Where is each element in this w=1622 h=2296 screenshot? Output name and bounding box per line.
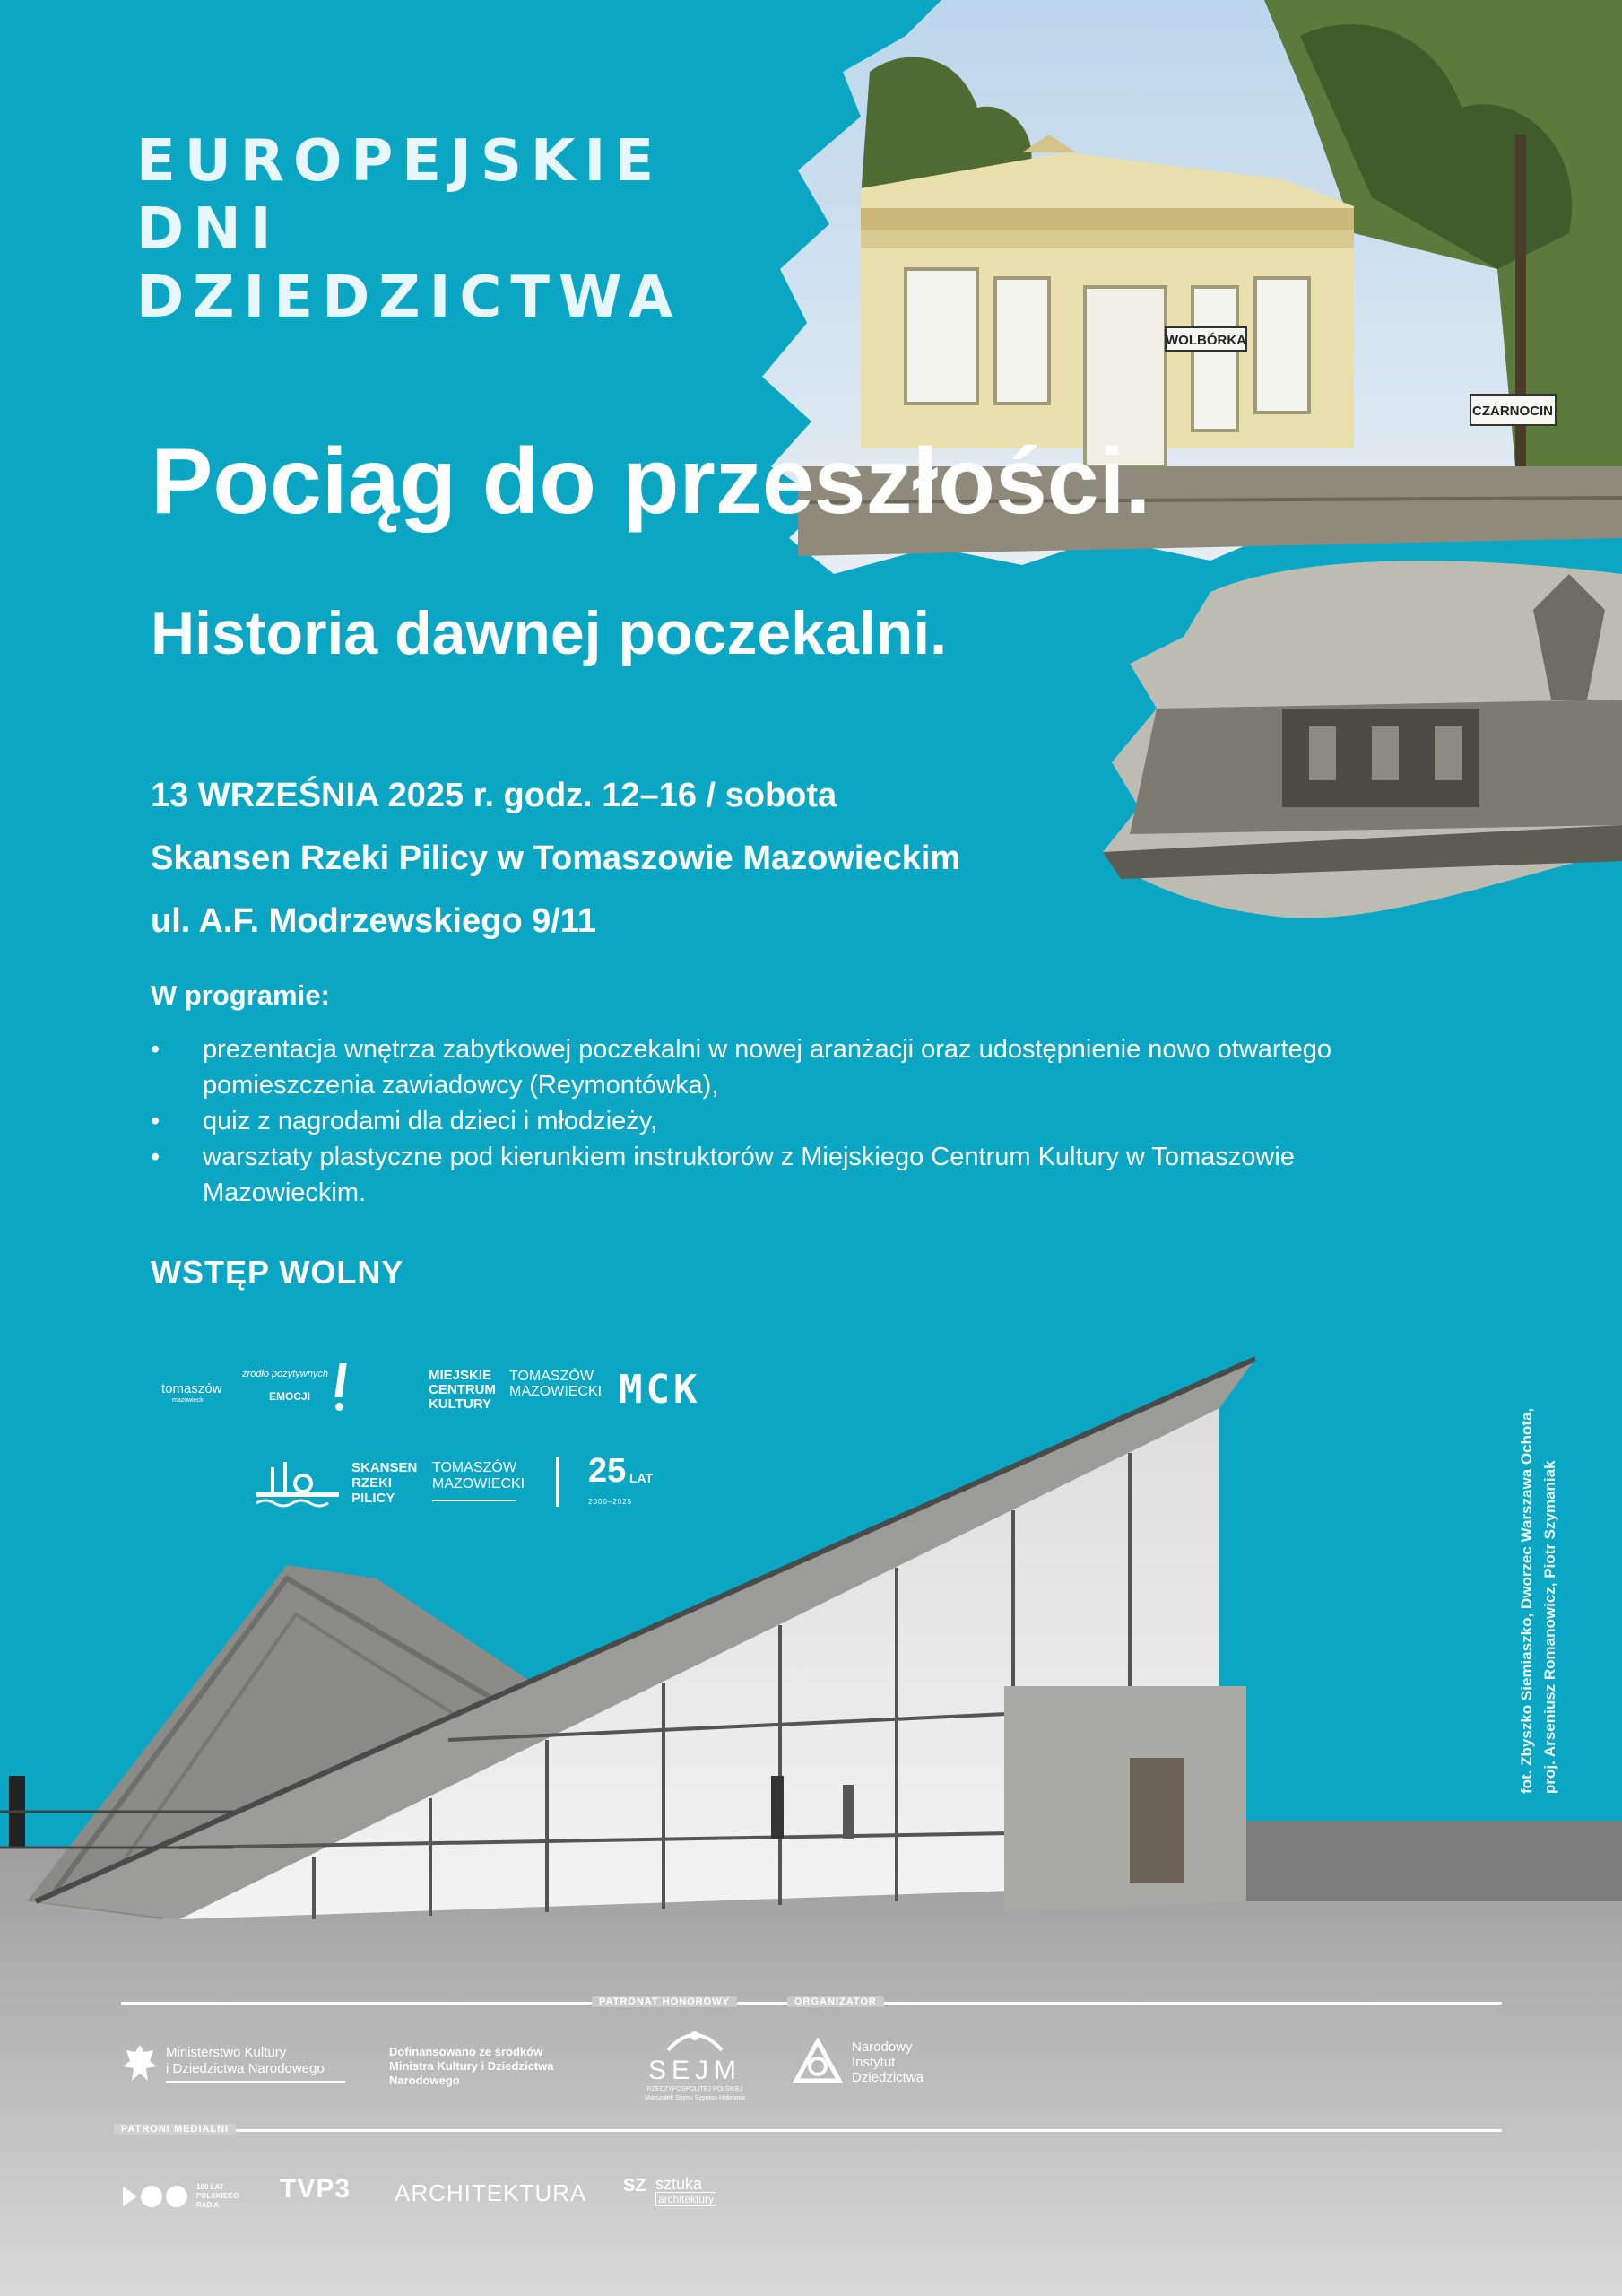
nid-line: Instytut <box>852 2055 896 2070</box>
brand-line: EUROPEJSKIE <box>136 128 664 195</box>
sejm-emblem-icon <box>664 2025 726 2052</box>
radio-line: RADIA <box>196 2201 220 2209</box>
station-sign: WOLBÓRKA <box>1166 333 1246 348</box>
sz-mark: SZ <box>623 2176 646 2196</box>
radio-line: 100 LAT <box>196 2183 224 2191</box>
bullet: • <box>151 1035 160 1064</box>
sejm-wordmark: SEJM <box>647 2056 742 2085</box>
credit-line: proj. Arseniusz Romanowicz, Piotr Szymaniak <box>1541 1460 1558 1794</box>
event-address: ul. A.F. Modrzewskiego 9/11 <box>151 902 596 940</box>
mck-right-line: TOMASZÓW <box>509 1369 594 1384</box>
poster-title: Pociąg do przeszłości. <box>151 430 1151 534</box>
exclamation-dot-icon <box>335 1403 343 1411</box>
radio-icon <box>121 2183 191 2210</box>
program-item-text: quiz z nagrodami dla dzieci i młodzieży, <box>203 1107 658 1135</box>
emocji-text: EMOCJI <box>269 1390 311 1403</box>
eagle-icon <box>121 2041 159 2086</box>
sztuka-line: sztuka <box>655 2175 703 2193</box>
skansen-right-line: TOMASZÓW <box>432 1460 516 1475</box>
tomaszow-wordmark: tomaszów <box>161 1381 222 1396</box>
skansen-left-line: PILICY <box>351 1491 395 1506</box>
program-heading: W programie: <box>151 979 330 1011</box>
anniversary-number: 25 <box>588 1452 627 1490</box>
ministry-line: i Dziedzictwa Narodowego <box>166 2061 325 2076</box>
event-date: 13 WRZEŚNIA 2025 r. godz. 12–16 / sobota <box>151 777 837 814</box>
program-item <box>151 1139 1343 1211</box>
footer <box>0 1973 1622 2296</box>
sejm-logo <box>628 2025 762 2103</box>
event-info <box>151 764 960 952</box>
poster-subtitle: Historia dawnej poczekalni. <box>151 599 948 667</box>
radio-line: POLSKIEGO <box>196 2192 239 2200</box>
patroni-label: PATRONI MEDIALNI <box>114 2124 236 2135</box>
skansen-waterwheel-icon <box>253 1460 343 1509</box>
funding-line: Ministra Kultury i Dziedzictwa <box>389 2059 554 2073</box>
sztuka-line: architektury <box>655 2192 716 2206</box>
skansen-logo <box>253 1455 531 1512</box>
anniversary-lat: LAT <box>629 1471 654 1485</box>
anniversary-logo <box>585 1451 674 1516</box>
station-photo-archival <box>1103 556 1622 942</box>
architektura-logo: ARCHITEKTURA <box>395 2179 587 2206</box>
logo-divider <box>556 1457 559 1507</box>
program-item <box>151 1031 1343 1103</box>
program-item <box>151 1103 1343 1139</box>
tomaszow-logo <box>161 1363 368 1417</box>
event-venue: Skansen Rzeki Pilicy w Tomaszowie Mazowieckim <box>151 839 961 877</box>
free-entry: WSTĘP WOLNY <box>151 1254 404 1291</box>
place-sign: CZARNOCIN <box>1472 404 1553 419</box>
zrodlo-text: źródło pozytywnych <box>242 1369 328 1379</box>
nid-line: Narodowy <box>852 2039 913 2055</box>
tomaszow-sub: mazowiecki <box>172 1397 205 1404</box>
patronat-label: PATRONAT HONOROWY <box>592 1996 737 2007</box>
mck-logo <box>429 1365 769 1417</box>
program-list <box>151 1031 1343 1211</box>
nid-emblem-icon <box>793 2038 843 2088</box>
mck-mark: MCK <box>619 1367 701 1413</box>
funding-note <box>389 2045 586 2088</box>
funding-line: Narodowego <box>389 2074 460 2087</box>
tvp3-logo: TVP3 <box>280 2174 351 2204</box>
mck-left-line: CENTRUM <box>429 1382 496 1397</box>
sejm-sub2: Marszałek Sejmu Szymon Hołownia <box>645 2095 745 2101</box>
bullet: • <box>151 1107 160 1135</box>
brand-line: DNI <box>136 196 281 263</box>
program-item-text: warsztaty plastyczne pod kierunkiem instruktorów z Miejskiego Centrum Kultury w Tomaszowie Mazowieckim. <box>203 1143 1295 1207</box>
sejm-sub: RZECZYPOSPOLITEJ POLSKIEJ <box>646 2086 743 2092</box>
ministry-line: Ministerstwo Kultury <box>166 2045 287 2060</box>
skansen-left-line: RZEKI <box>351 1475 392 1491</box>
exclamation-icon <box>334 1363 346 1397</box>
brand-line: DZIEDZICTWA <box>136 265 682 331</box>
funding-line: Dofinansowano ze środków <box>389 2045 543 2058</box>
mck-left-line: KULTURY <box>429 1396 491 1412</box>
nid-line: Dziedzictwa <box>852 2070 924 2085</box>
organizator-label: ORGANIZATOR <box>787 1996 884 2007</box>
footer-rule <box>121 2129 1502 2132</box>
mck-left-line: MIEJSKIE <box>429 1368 492 1383</box>
brand-logo <box>136 127 710 332</box>
skansen-right-line: MAZOWIECKI <box>432 1476 525 1492</box>
anniversary-years: 2000–2025 <box>588 1498 633 1506</box>
credit-line: fot. Zbyszko Siemiaszko, Dworzec Warszawa Ochota, <box>1518 1407 1535 1794</box>
skansen-left-line: SKANSEN <box>351 1460 418 1475</box>
program-item-text: prezentacja wnętrza zabytkowej poczekalni w nowej aranżacji oraz udostępnienie nowo otwartego pomieszczenia zawiadowcy (Reymontówka), <box>203 1035 1331 1100</box>
bullet: • <box>151 1143 160 1171</box>
mck-right-line: MAZOWIECKI <box>509 1384 603 1399</box>
